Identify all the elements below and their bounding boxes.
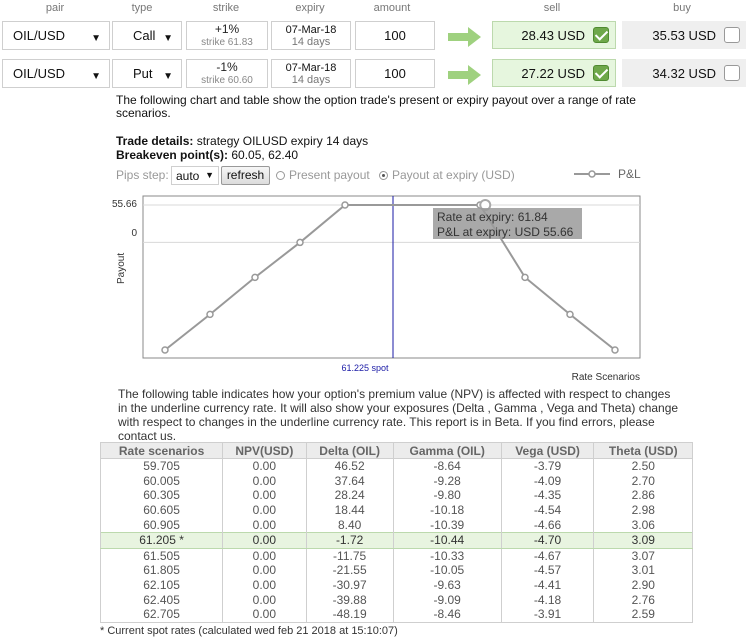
strike-percent: -1% <box>216 59 238 74</box>
header-buy: buy <box>673 2 691 14</box>
table-cell: -30.97 <box>306 578 393 593</box>
table-cell: 2.90 <box>594 578 693 593</box>
table-cell: 62.105 <box>101 578 223 593</box>
table-cell: 2.50 <box>594 459 693 474</box>
table-cell: 8.40 <box>306 517 393 532</box>
header-pair: pair <box>45 2 65 14</box>
table-row <box>101 563 693 578</box>
table-cell: -10.18 <box>393 503 501 518</box>
table-cell: 37.64 <box>306 474 393 489</box>
type-value: Put <box>133 66 153 81</box>
table-cell: 3.06 <box>594 517 693 532</box>
breakeven-value: 60.05, 62.40 <box>228 148 299 162</box>
table-cell: -9.28 <box>393 474 501 489</box>
type-value: Call <box>133 28 156 43</box>
table-cell: 0.00 <box>223 488 306 503</box>
spot-label: 61.225 spot <box>341 363 389 373</box>
sell-checkbox-2[interactable] <box>593 65 609 81</box>
table-cell: 60.905 <box>101 517 223 532</box>
table-row <box>101 578 693 593</box>
arrow-right-icon <box>448 65 482 85</box>
header-sell: sell <box>543 2 561 14</box>
table-cell: 0.00 <box>223 607 306 622</box>
table-cell: -10.44 <box>393 532 501 548</box>
table-cell: 0.00 <box>223 503 306 518</box>
table-cell: -48.19 <box>306 607 393 622</box>
legend-marker <box>589 171 595 177</box>
table-cell: -4.35 <box>501 488 594 503</box>
column-header: Vega (USD) <box>501 443 594 459</box>
table-cell: 0.00 <box>223 474 306 489</box>
table-cell: 60.005 <box>101 474 223 489</box>
table-cell: -8.64 <box>393 459 501 474</box>
strike-percent: +1% <box>214 21 240 36</box>
table-cell: 61.205 * <box>101 532 223 548</box>
column-header: Rate scenarios <box>101 443 223 459</box>
expiry-payout-label: Payout at expiry (USD) <box>392 168 515 182</box>
expiry-days: 14 days <box>291 73 331 86</box>
table-cell: 0.00 <box>223 563 306 578</box>
table-row <box>101 517 693 532</box>
table-cell: 0.00 <box>223 578 306 593</box>
table-cell: -4.54 <box>501 503 594 518</box>
table-cell: 46.52 <box>306 459 393 474</box>
dropdown-arrow-icon: ▼ <box>163 71 173 82</box>
table-cell: 28.24 <box>306 488 393 503</box>
table-cell: -10.33 <box>393 548 501 563</box>
table-cell: 0.00 <box>223 592 306 607</box>
tooltip-pl: P&L at expiry: USD 55.66 <box>437 225 574 239</box>
table-row <box>101 503 693 518</box>
table-cell: 2.98 <box>594 503 693 518</box>
table-cell: 2.59 <box>594 607 693 622</box>
table-cell: -10.05 <box>393 563 501 578</box>
table-cell: -9.63 <box>393 578 501 593</box>
trade-details-label: Trade details: <box>116 134 194 148</box>
dropdown-arrow-icon: ▼ <box>91 33 101 44</box>
table-row <box>101 607 693 622</box>
table-cell: 62.705 <box>101 607 223 622</box>
strike-field-2[interactable] <box>186 59 268 88</box>
intro-text: The following chart and table show the option trade's present or expiry payout over a range of rate scenarios. <box>116 93 636 120</box>
trade-details <box>116 135 368 148</box>
sell-price-1[interactable] <box>492 21 616 49</box>
table-cell: 3.07 <box>594 548 693 563</box>
table-cell: 60.305 <box>101 488 223 503</box>
data-point[interactable] <box>567 311 573 317</box>
data-point[interactable] <box>342 202 348 208</box>
table-cell: 3.09 <box>594 532 693 548</box>
table-cell: 0.00 <box>223 532 306 548</box>
table-cell: -39.88 <box>306 592 393 607</box>
table-cell: 62.405 <box>101 592 223 607</box>
present-payout-label: Present payout <box>289 168 370 182</box>
table-cell: -4.57 <box>501 563 594 578</box>
expiry-days: 14 days <box>291 35 331 48</box>
sell-checkbox-1[interactable] <box>593 27 609 43</box>
table-cell: -11.75 <box>306 548 393 563</box>
table-cell: 3.01 <box>594 563 693 578</box>
sell-value: 27.22 USD <box>521 65 585 81</box>
amount-field-2[interactable]: 100 <box>355 59 435 88</box>
dropdown-arrow-icon: ▼ <box>205 170 214 180</box>
pair-select-2[interactable] <box>2 59 110 88</box>
refresh-button[interactable]: refresh <box>221 166 270 185</box>
table-cell: -4.67 <box>501 548 594 563</box>
table-cell: -9.80 <box>393 488 501 503</box>
data-point[interactable] <box>522 274 528 280</box>
table-cell: 61.805 <box>101 563 223 578</box>
column-header: Theta (USD) <box>594 443 693 459</box>
dropdown-arrow-icon: ▼ <box>91 71 101 82</box>
tooltip-rate: Rate at expiry: 61.84 <box>437 210 548 224</box>
buy-price-2[interactable] <box>622 59 746 87</box>
table-cell: -3.91 <box>501 607 594 622</box>
table-cell: 2.76 <box>594 592 693 607</box>
sell-value: 28.43 USD <box>521 27 585 43</box>
trade-details-value: strategy OILUSD expiry 14 days <box>193 134 369 148</box>
header-type: type <box>131 2 153 14</box>
strike-field-1[interactable] <box>186 21 268 50</box>
table-cell: 2.70 <box>594 474 693 489</box>
chart-tooltip <box>433 208 582 239</box>
table-cell: 0.00 <box>223 517 306 532</box>
table-row <box>101 592 693 607</box>
chart-legend <box>574 167 641 181</box>
table-cell: -8.46 <box>393 607 501 622</box>
strike-value: strike 61.83 <box>201 36 253 48</box>
pair-value: OIL/USD <box>13 66 66 81</box>
table-header-row <box>101 443 693 459</box>
table-cell: -4.18 <box>501 592 594 607</box>
table-cell: 18.44 <box>306 503 393 518</box>
breakeven-label: Breakeven point(s): <box>116 148 229 162</box>
type-select-1[interactable] <box>112 21 182 50</box>
x-axis-label: Rate Scenarios <box>571 372 640 383</box>
pips-step-label: Pips step: <box>116 168 169 182</box>
pair-value: OIL/USD <box>13 28 66 43</box>
y-tick-label: 0 <box>131 228 137 239</box>
table-cell: -4.09 <box>501 474 594 489</box>
pair-select-1[interactable] <box>2 21 110 50</box>
table-cell: -21.55 <box>306 563 393 578</box>
rate-scenarios-table <box>100 442 693 623</box>
y-axis-label: Payout <box>116 252 127 284</box>
data-point[interactable] <box>297 239 303 245</box>
type-select-2[interactable] <box>112 59 182 88</box>
header-strike: strike <box>212 2 240 14</box>
table-cell: -4.70 <box>501 532 594 548</box>
data-point[interactable] <box>162 347 168 353</box>
footnote: * Current spot rates (calculated wed feb 21 2018 at 15:10:07) <box>100 625 398 637</box>
table-row <box>101 474 693 489</box>
expiry-field-2[interactable] <box>271 59 351 88</box>
table-cell: 61.505 <box>101 548 223 563</box>
data-point[interactable] <box>207 311 213 317</box>
table-row <box>101 548 693 563</box>
legend-label: P&L <box>618 167 641 181</box>
table-cell: 2.86 <box>594 488 693 503</box>
table-cell: 0.00 <box>223 548 306 563</box>
expiry-date: 07-Mar-18 <box>285 61 337 74</box>
table-row <box>101 488 693 503</box>
pips-step-value: auto <box>176 169 200 183</box>
strike-value: strike 60.60 <box>201 74 253 86</box>
buy-price-1[interactable] <box>622 21 746 49</box>
table-cell: -4.41 <box>501 578 594 593</box>
header-expiry: expiry <box>295 2 325 14</box>
arrow-right-icon <box>448 27 482 47</box>
table-cell: -10.39 <box>393 517 501 532</box>
table-cell: 60.605 <box>101 503 223 518</box>
buy-value: 35.53 USD <box>652 27 716 43</box>
table-cell: -9.09 <box>393 592 501 607</box>
buy-checkbox-1[interactable] <box>724 27 740 43</box>
table-cell: -3.79 <box>501 459 594 474</box>
buy-checkbox-2[interactable] <box>724 65 740 81</box>
sell-price-2[interactable] <box>492 59 616 87</box>
table-cell: 0.00 <box>223 459 306 474</box>
column-header: Delta (OIL) <box>306 443 393 459</box>
amount-field-1[interactable]: 100 <box>355 21 435 50</box>
payout-chart[interactable] <box>100 160 660 385</box>
expiry-field-1[interactable] <box>271 21 351 50</box>
data-point[interactable] <box>252 274 258 280</box>
table-cell: -4.66 <box>501 517 594 532</box>
buy-value: 34.32 USD <box>652 65 716 81</box>
column-header: Gamma (OIL) <box>393 443 501 459</box>
header-amount: amount <box>373 2 411 14</box>
data-point[interactable] <box>612 347 618 353</box>
column-header: NPV(USD) <box>223 443 306 459</box>
dropdown-arrow-icon: ▼ <box>163 33 173 44</box>
table-cell: -1.72 <box>306 532 393 548</box>
table-cell: 59.705 <box>101 459 223 474</box>
y-tick-label: 55.66 <box>111 199 137 210</box>
expiry-date: 07-Mar-18 <box>285 23 337 36</box>
table-row <box>101 459 693 474</box>
table-row <box>101 532 693 548</box>
table-intro-text: The following table indicates how your option's premium value (NPV) is affected with respect to changes in the underline currency rate. It will also show your exposures (Delta , Gamma , Vega and Theta) change with respect to changes in the underline currency rate. This report is in Beta. If you find errors, please contact us. <box>118 387 679 443</box>
